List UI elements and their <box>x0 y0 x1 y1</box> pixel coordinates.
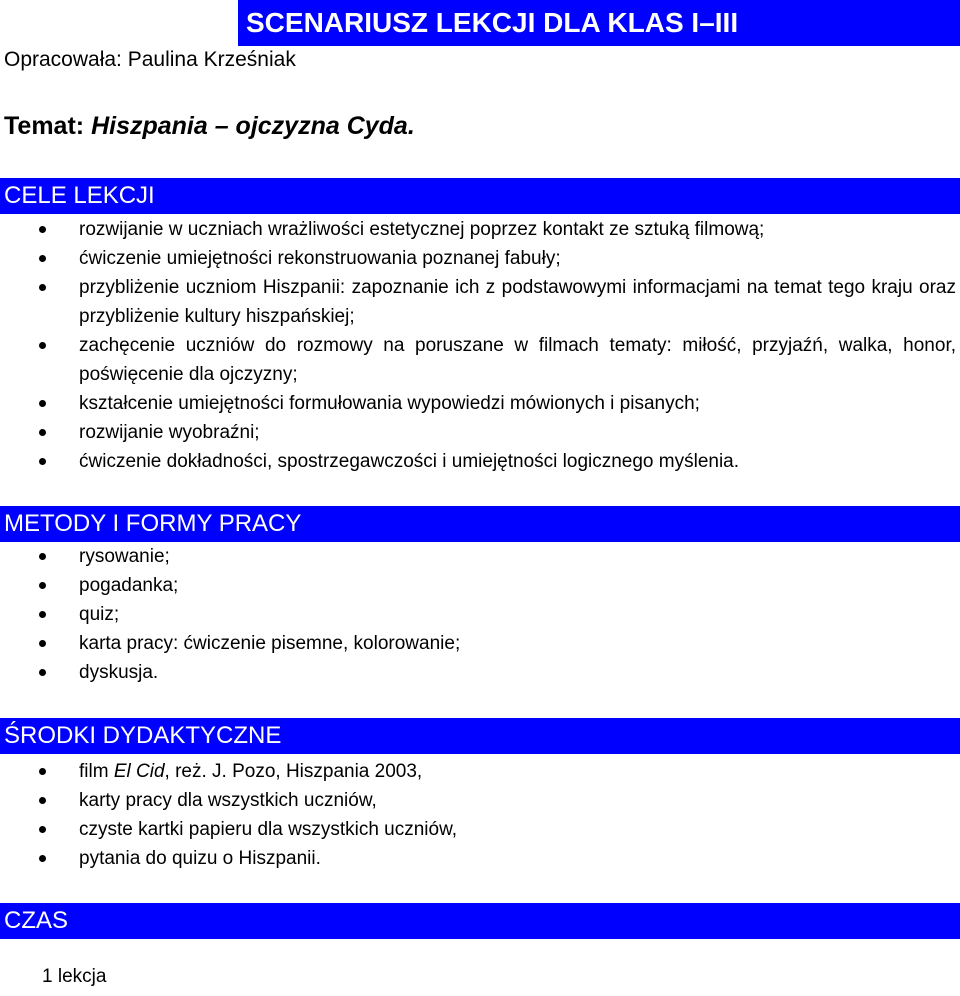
topic-label: Temat: <box>4 112 85 140</box>
section-heading-metody: METODY I FORMY PRACY <box>0 506 960 542</box>
list-item: dyskusja. <box>0 658 960 687</box>
list-cele <box>0 215 960 476</box>
list-item: przybliżenie uczniom Hiszpanii: zapoznanie ich z podstawowymi informacjami na temat tego kraju oraz przybliżenie kultury hiszpańskiej; <box>0 273 960 331</box>
list-item <box>0 757 960 786</box>
film-title: El Cid <box>113 761 165 782</box>
list-item: quiz; <box>0 600 960 629</box>
list-item: ćwiczenie dokładności, spostrzegawczości i umiejętności logicznego myślenia. <box>0 447 960 476</box>
item-text-before: film <box>79 761 114 782</box>
section-heading-cele: CELE LEKCJI <box>0 178 960 214</box>
list-item: ćwiczenie umiejętności rekonstruowania poznanej fabuły; <box>0 244 960 273</box>
list-item: rozwijanie w uczniach wrażliwości estetycznej poprzez kontakt ze sztuką filmową; <box>0 215 960 244</box>
list-item: rozwijanie wyobraźni; <box>0 418 960 447</box>
list-metody <box>0 542 960 687</box>
list-item: rysowanie; <box>0 542 960 571</box>
list-item: karty pracy dla wszystkich uczniów, <box>0 786 960 815</box>
list-item: czyste kartki papieru dla wszystkich uczniów, <box>0 815 960 844</box>
document-title: SCENARIUSZ LEKCJI DLA KLAS I–III <box>238 0 960 46</box>
lesson-duration: 1 lekcja <box>42 966 107 987</box>
list-srodki <box>0 757 960 873</box>
list-item: pogadanka; <box>0 571 960 600</box>
topic-line <box>4 112 415 141</box>
section-heading-czas: CZAS <box>0 903 960 939</box>
list-item: kształcenie umiejętności formułowania wypowiedzi mówionych i pisanych; <box>0 389 960 418</box>
list-item: karta pracy: ćwiczenie pisemne, kolorowanie; <box>0 629 960 658</box>
item-text-after: , reż. J. Pozo, Hiszpania 2003, <box>164 761 423 782</box>
list-item: pytania do quizu o Hiszpanii. <box>0 844 960 873</box>
author-line: Opracowała: Paulina Krześniak <box>4 48 296 71</box>
section-heading-srodki: ŚRODKI DYDAKTYCZNE <box>0 718 960 754</box>
topic-value: Hiszpania – ojczyzna Cyda. <box>91 112 415 140</box>
list-item: zachęcenie uczniów do rozmowy na poruszane w filmach tematy: miłość, przyjaźń, walka, honor, poświęcenie dla ojczyzny; <box>0 331 960 389</box>
